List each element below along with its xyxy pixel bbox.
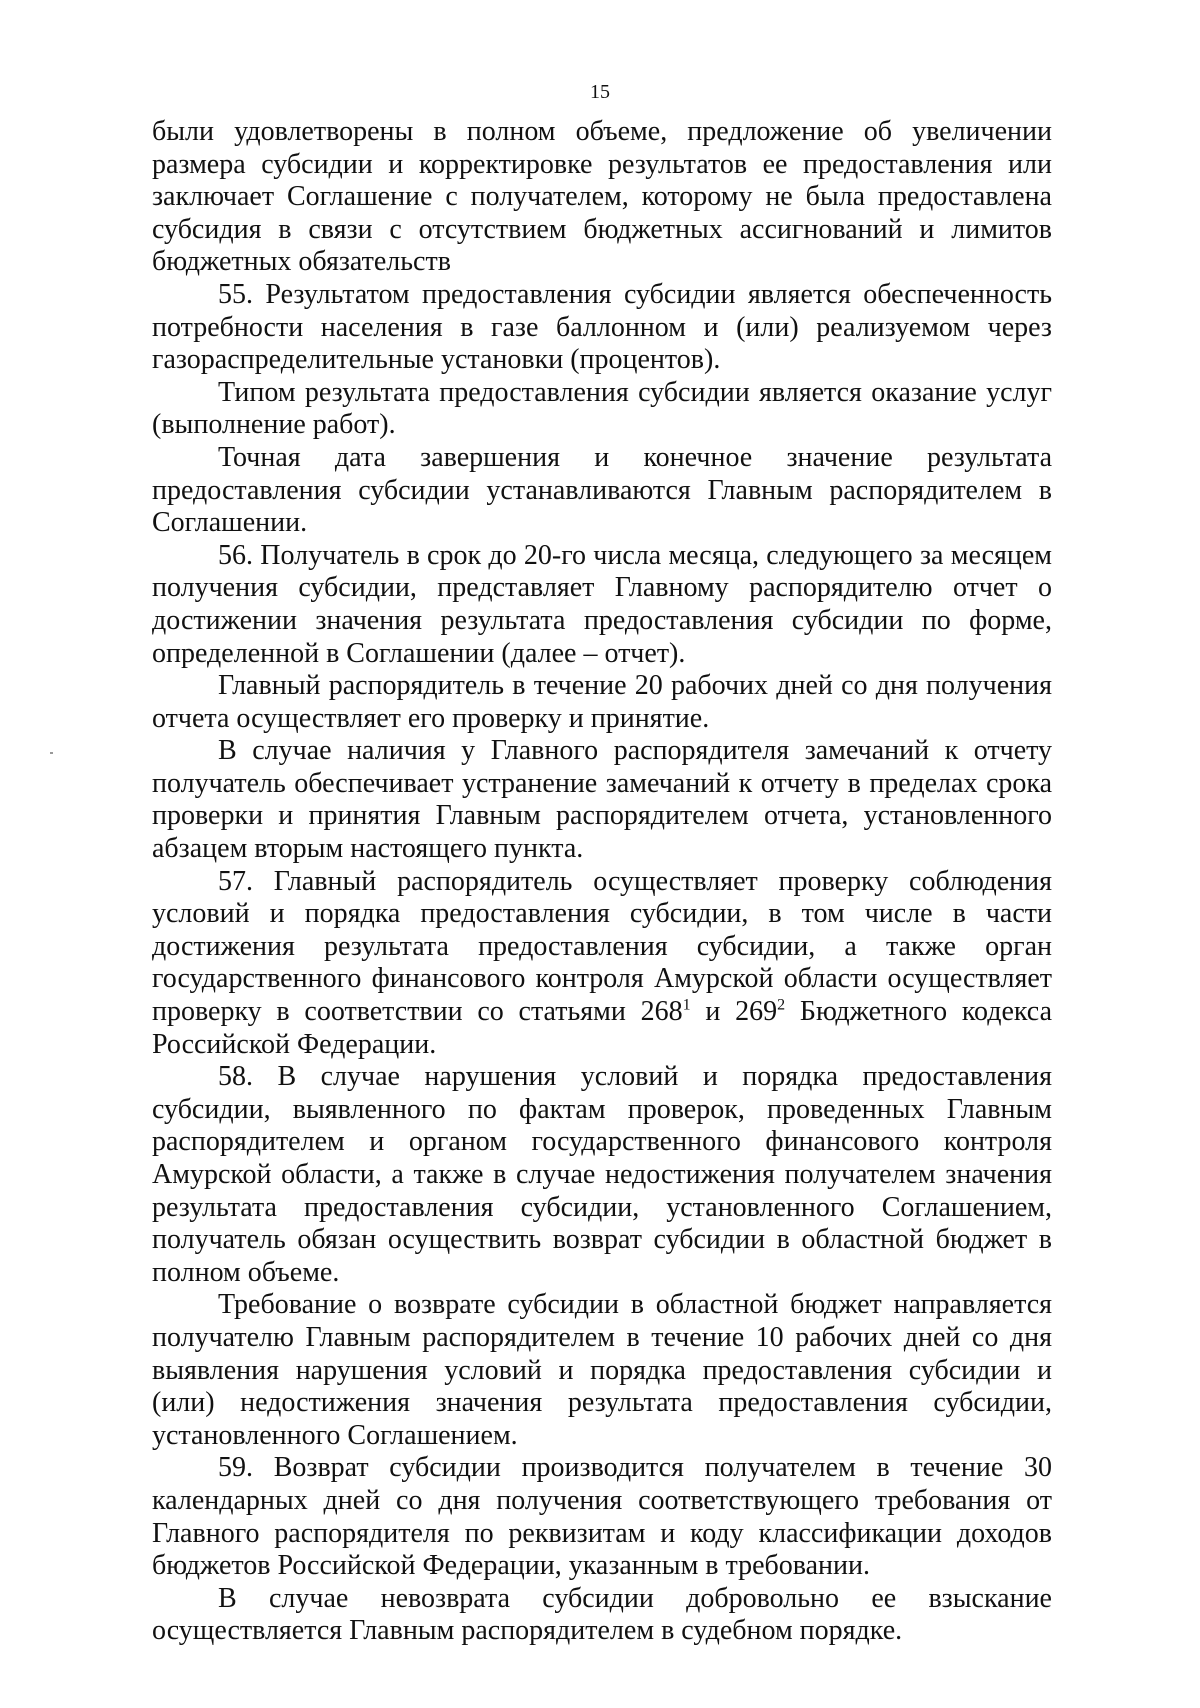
paragraph-56: 56. Получатель в срок до 20-го числа месяца, следующего за месяцем получения субсидии, представляет Главному распорядителю отчет о достижении значения результата предоставления субсидии по форме, определенной в Соглашении (далее – отчет). [152,539,1052,669]
article-269-superscript: 2 [777,996,786,1014]
article-268-superscript: 1 [682,996,691,1014]
page-number: 15 [590,81,610,103]
paragraph-report-remarks: В случае наличия у Главного распорядителя замечаний к отчету получатель обеспечивает устранение замечаний к отчету в пределах срока проверки и принятия Главным распорядителем отчета, установленного абзацем вторым настоящего пункта. [152,735,1052,865]
paragraph-57-text: 57. Главный распорядитель осуществляет проверку соблюдения условий и порядка предоставления субсидии, в том числе в части достижения результата предоставления субсидии, а также орган государственного финансового контроля Амурской области осуществляет проверку в соответствии со статьями [152,865,1052,1028]
paragraph-result-type: Типом результата предоставления субсидии является оказание услуг (выполнение работ). [152,376,1052,441]
paragraph-recovery: В случае невозврата субсидии добровольно ее взыскание осуществляется Главным распорядителем в судебном порядке. [152,1582,1052,1647]
paragraph-continuation: были удовлетворены в полном объеме, предложение об увеличении размера субсидии и корректировке результатов ее предоставления или заключает Соглашение с получателем, которому не была предоставлена субсидия в связи с отсутствием бюджетных ассигнований и лимитов бюджетных обязательств [152,116,1052,278]
paragraph-57-tail: Бюджетного кодекса Российской Федерации. [152,996,1053,1060]
paragraph-return-demand: Требование о возврате субсидии в областной бюджет направляется получателю Главным распорядителем в течение 10 рабочих дней со дня выявления нарушения условий и порядка предоставления субсидии и (или) недостижения значения результата предоставления субсидии, установленного Соглашением. [152,1289,1052,1451]
document-body [152,116,1052,1648]
paragraph-55: 55. Результатом предоставления субсидии является обеспеченность потребности населения в газе баллонном и (или) реализуемом через газораспределительные установки (процентов). [152,278,1052,376]
article-269: 269 [735,996,778,1028]
paragraph-57 [152,866,1052,1062]
paragraph-report-check: Главный распорядитель в течение 20 рабочих дней со дня получения отчета осуществляет его проверку и принятие. [152,670,1052,734]
paragraph-59: 59. Возврат субсидии производится получателем в течение 30 календарных дней со дня получения соответствующего требования от Главного распорядителя по реквизитам и коду классификации доходов бюджетов Российской Федерации, указанным в требовании. [152,1452,1052,1582]
scan-margin-mark [50,752,53,754]
paragraph-58: 58. В случае нарушения условий и порядка предоставления субсидии, выявленного по фактам проверок, проведенных Главным распорядителем и органом государственного финансового контроля Амурской области, а также в случае недостижения получателем значения результата предоставления субсидии, установленного Соглашением, получатель обязан осуществить возврат субсидии в областной бюджет в полном объеме. [152,1061,1052,1288]
article-268: 268 [640,996,683,1028]
paragraph-result-date: Точная дата завершения и конечное значение результата предоставления субсидии устанавливаются Главным распорядителем в Соглашении. [152,441,1052,539]
conjunction: и [690,996,736,1028]
